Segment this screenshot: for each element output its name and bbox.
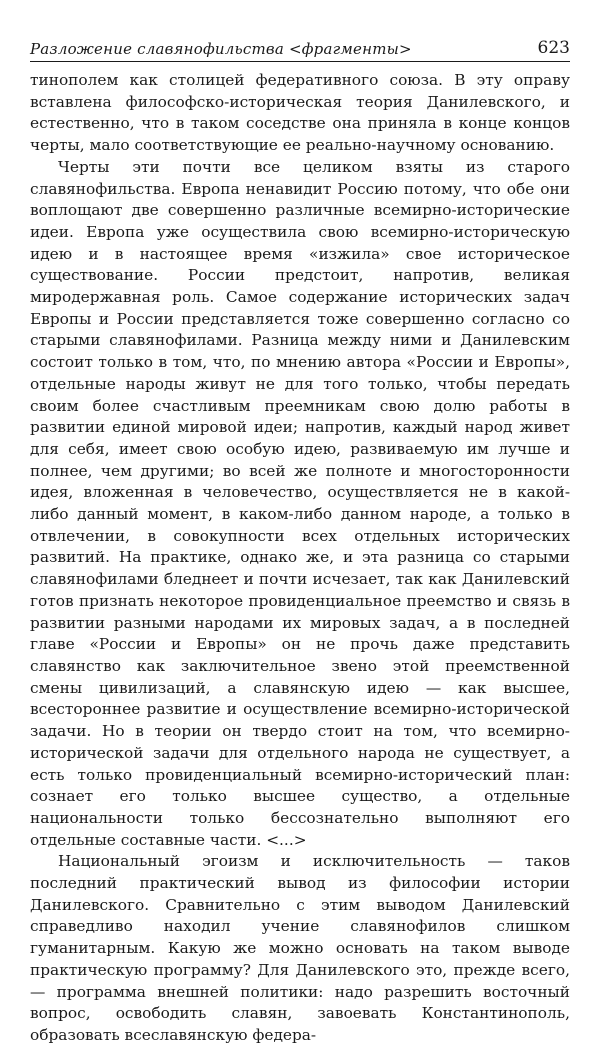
running-title: Разложение славянофильства <фрагменты> [30, 40, 412, 58]
running-head [30, 38, 570, 62]
paragraph-national-egoism: Национальный эгоизм и исключительность — таков последний практический вывод из философии истории Данилевского. Сравнительно с этим выводом Данилевский справедливо находил учение славянофилов слишком гуманитарным. Какую же можно основать на таком выводе практическую программу? Для Данилевского это, прежде всего, — программа внешней политики: надо разрешить восточный вопрос, освободить славян, завоевать Константинополь, образовать всеславянскую федера- [30, 852, 570, 1044]
body-text [30, 70, 570, 1047]
paragraph-slavophilism: Черты эти почти все целиком взяты из старого славянофильства. Европа ненавидит Россию потому, что обе они воплощают две совершенно различные всемирно-исторические идеи. Европа уже осуществила свою всемирно-историческую идею и в настоящее время «изжила» свое историческое существование. России предстоит, напротив, великая миродержавная роль. Самое содержание исторических задач Европы и России представляется тоже совершенно согласно со старыми славянофилами. Разница между ними и Данилевским состоит только в том, что, по мнению автора «России и Европы», отдельные народы живут не для того только, чтобы передать своим более счастливым преемникам свою долю работы в развитии единой мировой идеи; напротив, каждый народ живет для себя, имеет свою особую идею, развиваемую им лучше и полнее, чем другими; во всей же полноте и многосторонности идея, вложенная в человечество, осуществляется не в какой-либо данный момент, в каком-либо данном народе, а только в отвлечении, в совокупности всех отдельных исторических развитий. На практике, однако же, и эта разница со старыми славянофилами бледнеет и почти исчезает, так как Данилевский готов признать некоторое провиденциальное преемство и связь в развитии разными народами их мировых задач, а в последней главе «России и Европы» он не прочь даже представить славянство как заключительное звено этой преемственной смены цивилизаций, а славянскую идею — как высшее, всестороннее развитие и осуществление всемирно-исторической задачи. Но в теории он твердо стоит на том, что всемирно-исторической задачи для отдельного народа не существует, а есть только провиденциальный всемирно-исторический план: сознает его только высшее существо, а отдельные национальности только бессознательно выполняют его отдельные составные части. <...> [30, 157, 570, 849]
page-number: 623 [537, 38, 570, 58]
paragraph-continuation: тинополем как столицей федеративного союза. В эту оправу вставлена философско-историческая теория Данилевского, и естественно, что в таком соседстве она приняла в конце концов черты, мало соответствующие ее реально-научному основанию. [30, 71, 570, 155]
